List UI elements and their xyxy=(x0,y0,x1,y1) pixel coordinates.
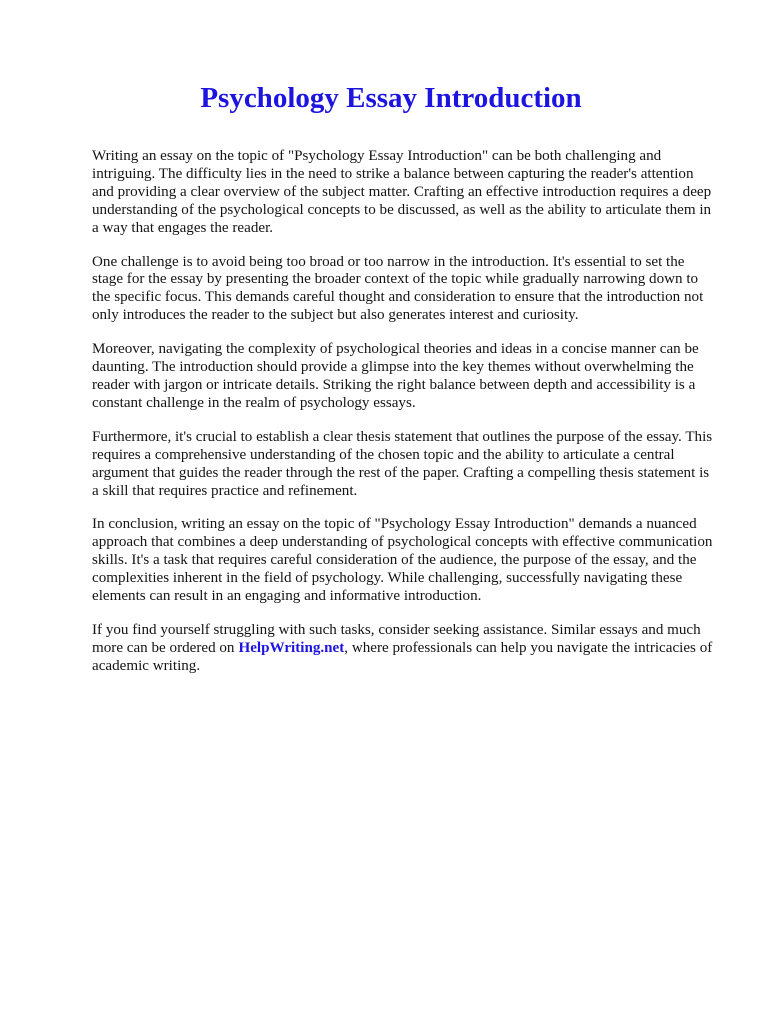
paragraph-final xyxy=(92,622,716,676)
final-text-after-link: , where professionals can help you navigate the intricacies of academic writing. xyxy=(92,639,713,674)
paragraph-2: One challenge is to avoid being too broad or too narrow in the introduction. It's essential to set the stage for the essay by presenting the broader context of the topic while gradually narrowing down to the specific focus. This demands careful thought and consideration to ensure that the introduction not only introduces the reader to the subject but also generates interest and curiosity. xyxy=(92,253,704,324)
paragraph-3: Moreover, navigating the complexity of psychological theories and ideas in a concise manner can be daunting. The introduction should provide a glimpse into the key themes without overwhelming the reader with jargon or intricate details. Striking the right balance between depth and accessibility is a constant challenge in the realm of psychology essays. xyxy=(92,341,699,411)
page-title: Psychology Essay Introduction xyxy=(200,82,582,114)
paragraph-4: Furthermore, it's crucial to establish a clear thesis statement that outlines the purpose of the essay. This requires a comprehensive understanding of the chosen topic and the ability to articulate a central argument that guides the reader through the rest of the paper. Crafting a compelling thesis statement is a skill that requires practice and refinement. xyxy=(92,428,713,499)
final-text-before-link: If you find yourself struggling with such tasks, consider seeking assistance. Similar essays and much more can be ordered on xyxy=(92,621,701,656)
helpwriting-link[interactable]: HelpWriting.net xyxy=(238,639,345,656)
paragraph-1: Writing an essay on the topic of "Psychology Essay Introduction" can be both challenging and intriguing. The difficulty lies in the need to strike a balance between capturing the reader's attention and providing a clear overview of the subject matter. Crafting an effective introduction requires a deep understanding of the psychological concepts to be discussed, as well as the ability to articulate them in a way that engages the reader. xyxy=(92,148,712,236)
paragraph-5: In conclusion, writing an essay on the topic of "Psychology Essay Introduction" demands a nuanced approach that combines a deep understanding of psychological concepts with effective communication skills. It's a task that requires careful consideration of the audience, the purpose of the essay, and the complexities inherent in the field of psychology. While challenging, successfully navigating these elements can result in an engaging and informative introduction. xyxy=(92,516,713,605)
essay-body xyxy=(92,148,716,676)
